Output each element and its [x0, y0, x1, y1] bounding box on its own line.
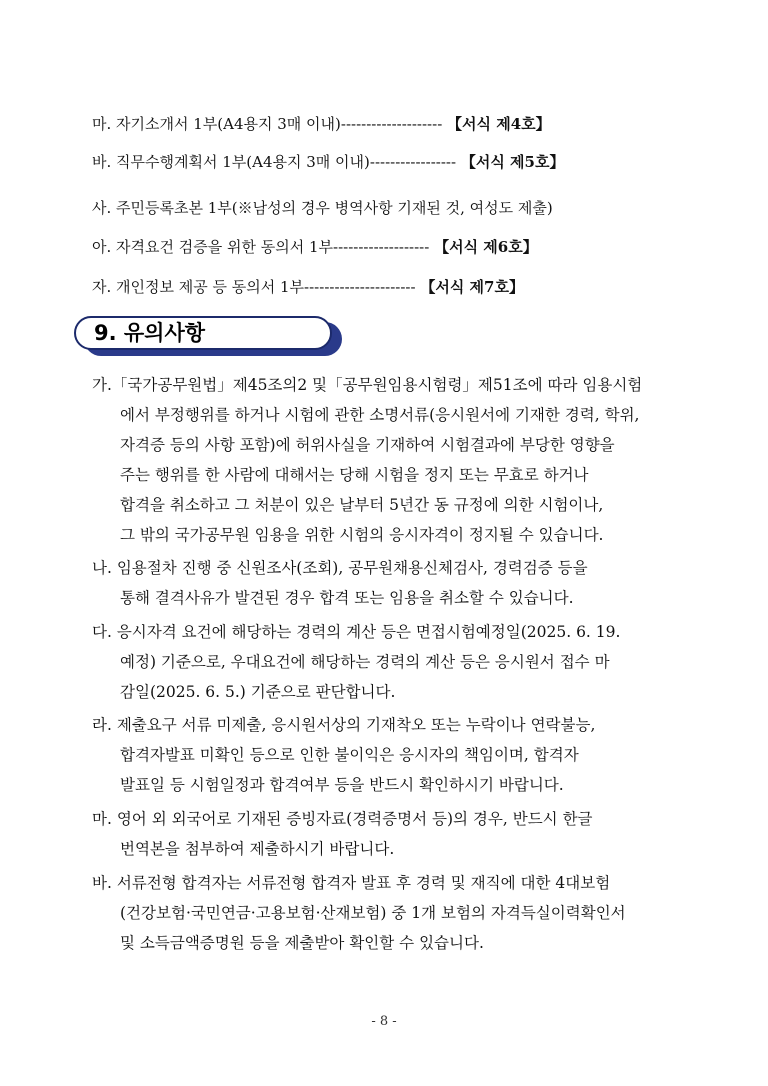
note-line: 예정) 기준으로, 우대요건에 해당하는 경력의 계산 등은 응시원서 접수 마	[120, 653, 610, 671]
note-item	[92, 710, 696, 800]
note-line: 감일(2025. 6. 5.) 기준으로 판단합니다.	[120, 683, 396, 701]
note-line: 에서 부정행위를 하거나 시험에 관한 소명서류(응시원서에 기재한 경력, 학위,	[120, 406, 640, 424]
note-line: 바. 서류전형 합격자는 서류전형 합격자 발표 후 경력 및 재직에 대한 4대보험	[92, 874, 611, 892]
note-line: 합격자발표 미확인 등으로 인한 불이익은 응시자의 책임이며, 합격자	[120, 746, 579, 764]
document-item-form: 【서식 제5호】	[460, 153, 565, 171]
document-item-form: 【서식 제4호】	[447, 115, 551, 133]
document-item	[92, 113, 692, 135]
note-line: (건강보험·국민연금·고용보험·산재보험) 중 1개 보험의 자격득실이력확인서	[120, 904, 626, 922]
document-item	[92, 236, 692, 258]
document-item-text: 바. 직무수행계획서 1부(A4용지 3매 이내)	[92, 153, 370, 171]
note-line: 합격을 취소하고 그 처분이 있은 날부터 5년간 동 규정에 의한 시험이나,	[120, 496, 604, 514]
document-item	[92, 151, 692, 173]
document-item	[92, 197, 692, 219]
note-line: 다. 응시자격 요건에 해당하는 경력의 계산 등은 면접시험예정일(2025. 6. 19.	[92, 623, 621, 641]
note-line: 및 소득금액증명원 등을 제출받아 확인할 수 있습니다.	[120, 934, 484, 952]
note-item	[92, 370, 696, 550]
note-line: 주는 행위를 한 사람에 대해서는 당해 시험을 정지 또는 무효로 하거나	[120, 466, 589, 484]
note-line: 라. 제출요구 서류 미제출, 응시원서상의 기재착오 또는 누락이나 연락불능,	[92, 716, 596, 734]
document-item-form: 【서식 제6호】	[434, 238, 538, 256]
note-item	[92, 553, 696, 613]
note-line: 발표일 등 시험일정과 합격여부 등을 반드시 확인하시기 바랍니다.	[120, 776, 564, 794]
note-line: 자격증 등의 사항 포함)에 허위사실을 기재하여 시험결과에 부당한 영향을	[120, 436, 615, 454]
document-item-text: 사. 주민등록초본 1부(※남성의 경우 병역사항 기재된 것, 여성도 제출)	[92, 199, 553, 217]
note-line: 나. 임용절차 진행 중 신원조사(조회), 공무원채용신체검사, 경력검증 등을	[92, 559, 588, 577]
document-item-text: 아. 자격요건 검증을 위한 동의서 1부	[92, 238, 334, 256]
document-item-text: 마. 자기소개서 1부(A4용지 3매 이내)	[92, 115, 341, 133]
document-item-leader: -------------------	[333, 238, 430, 256]
section-heading	[74, 316, 344, 356]
note-item	[92, 804, 696, 864]
note-item	[92, 617, 696, 707]
note-line: 마. 영어 외 외국어로 기재된 증빙자료(경력증명서 등)의 경우, 반드시 한글	[92, 810, 593, 828]
section-title: 9. 유의사항	[94, 321, 206, 345]
note-line: 번역본을 첨부하여 제출하시기 바랍니다.	[120, 840, 395, 858]
document-item-leader: ----------------------	[304, 278, 416, 296]
document-item	[92, 276, 692, 298]
note-item	[92, 868, 696, 958]
document-item-form: 【서식 제7호】	[420, 278, 524, 296]
note-line: 통해 결격사유가 발견된 경우 합격 또는 임용을 취소할 수 있습니다.	[120, 589, 574, 607]
page-number: - 8 -	[371, 1014, 397, 1029]
document-item-leader: --------------------	[340, 115, 443, 133]
note-line: 그 밖의 국가공무원 임용을 위한 시험의 응시자격이 정지될 수 있습니다.	[120, 526, 604, 544]
document-item-text: 자. 개인정보 제공 등 동의서 1부	[92, 278, 305, 296]
document-item-leader: -----------------	[369, 153, 457, 171]
note-line: 가.「국가공무원법」제45조의2 및「공무원임용시험령」제51조에 따라 임용시험	[92, 376, 643, 394]
